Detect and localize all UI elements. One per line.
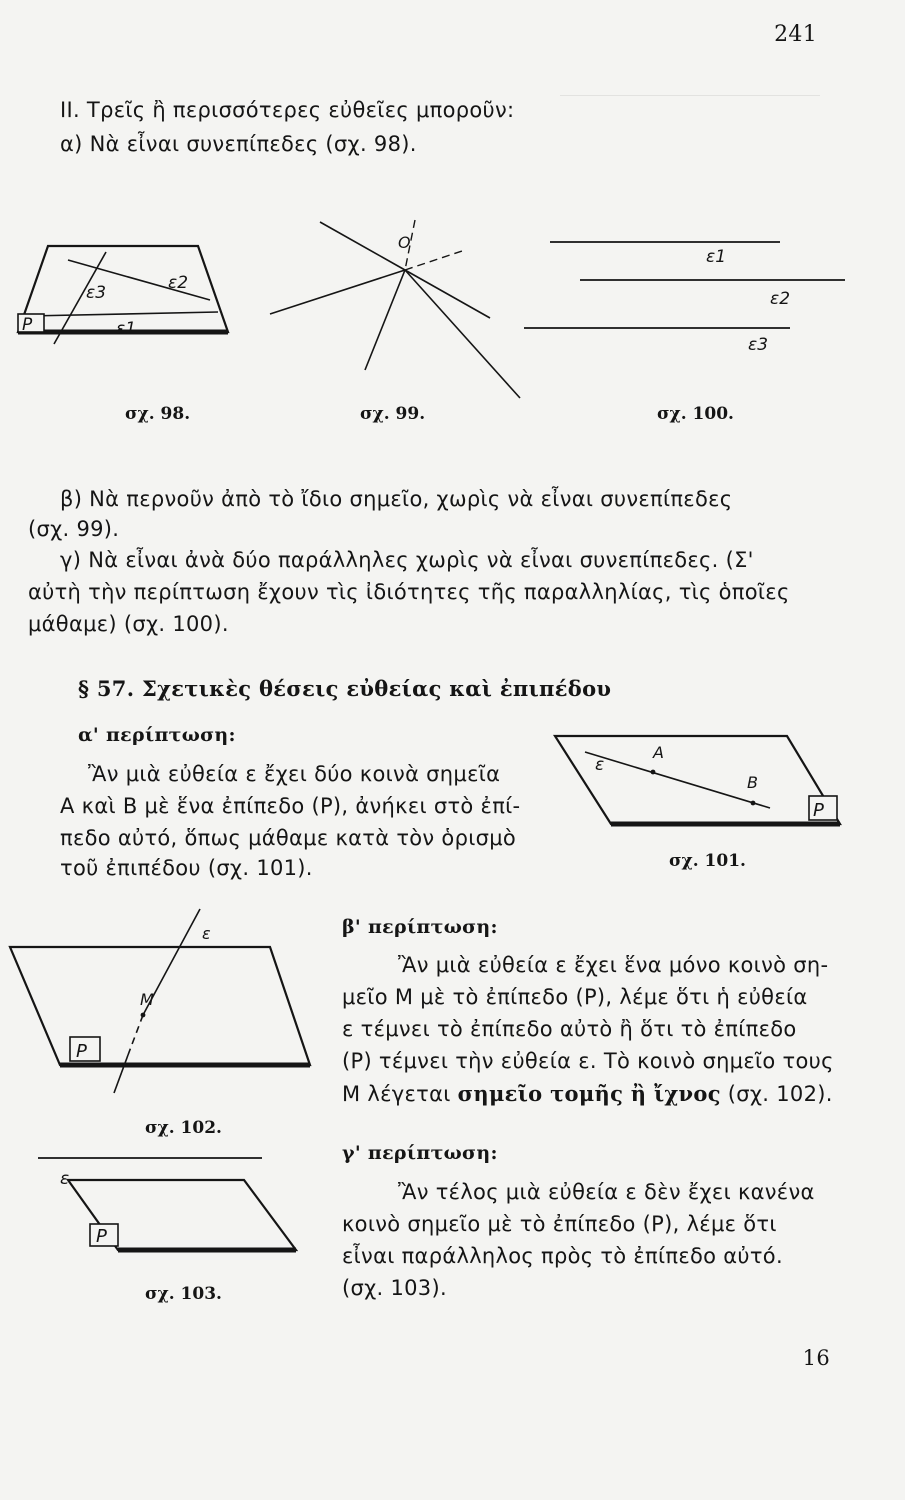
case-a-line: Α καὶ Β μὲ ἕνα ἐπίπεδο (Ρ), ἀνήκει στὸ ἐπί- [60, 794, 521, 818]
fig98-label-e2: ε2 [168, 273, 189, 293]
fig101-caption: σχ. 101. [669, 851, 746, 871]
section-title: § 57. Σχετικὲς θέσεις εὐθείας καὶ ἐπιπέδου [78, 676, 612, 701]
bleed-through-shadow [560, 95, 820, 104]
figure-98 [18, 240, 238, 350]
case-c-line: εἶναι παράλληλος πρὸς τὸ ἐπίπεδο αὐτό. [342, 1244, 783, 1268]
page-number: 241 [774, 22, 817, 47]
fig99-point-label: O [398, 233, 411, 252]
intro-item-c-line3: μάθαμε) (σχ. 100). [28, 612, 229, 636]
case-a-line: πεδο αὐτό, ὅπως μάθαμε κατὰ τὸν ὁρισμὸ [60, 826, 517, 850]
case-b-last-end: (σχ. 102). [720, 1082, 833, 1106]
case-c-heading: γ' περίπτωση: [342, 1142, 498, 1164]
fig102-plane [10, 947, 310, 1065]
intro-item-b-line1: β) Νὰ περνοῦν ἀπὸ τὸ ἴδιο σημεῖο, χωρὶς νὰ εἶναι συνεπίπεδες [60, 487, 733, 511]
case-a-line: Ἂν μιὰ εὐθεία ε ἔχει δύο κοινὰ σημεῖα [88, 762, 501, 786]
case-b-last-start: Μ λέγεται [342, 1082, 458, 1106]
case-b-line: ε τέμνει τὸ ἐπίπεδο αὐτὸ ἢ ὅτι τὸ ἐπίπεδο [342, 1017, 797, 1041]
fig101-plane [555, 736, 840, 824]
fig101-point-a [651, 770, 656, 775]
fig101-point-b [751, 801, 756, 806]
case-b-line: Ἂν μιὰ εὐθεία ε ἔχει ἕνα μόνο κοινὸ ση- [398, 953, 829, 977]
fig102-line-label: ε [202, 924, 211, 943]
fig103-line-label: ε [60, 1169, 70, 1189]
fig102-point-label: M [140, 990, 154, 1009]
fig102-caption: σχ. 102. [145, 1118, 222, 1138]
fig99-caption: σχ. 99. [360, 404, 426, 424]
case-b-line: (Ρ) τέμνει τὴν εὐθεία ε. Τὸ κοινὸ σημεῖο τους [342, 1049, 834, 1073]
intro-item-a: α) Νὰ εἶναι συνεπίπεδες (σχ. 98). [60, 132, 417, 156]
fig98-label-e3: ε3 [86, 283, 107, 303]
fig101-line-e [585, 752, 770, 808]
case-a-line: τοῦ ἐπιπέδου (σχ. 101). [60, 856, 313, 880]
fig100-label-e3: ε3 [748, 335, 769, 355]
fig102-point-m [141, 1013, 146, 1018]
fig100-caption: σχ. 100. [657, 404, 734, 424]
fig101-plane-label: P [813, 800, 824, 821]
fig98-label-e1: ε1 [116, 319, 137, 339]
figure-101 [555, 726, 845, 836]
fig101-label-b: B [747, 773, 758, 792]
figure-99 [270, 210, 530, 390]
signature-mark: 16 [802, 1346, 830, 1370]
case-b-last-line [342, 1081, 833, 1107]
intro-item-c-line1: γ) Νὰ εἶναι ἀνὰ δύο παράλληλες χωρὶς νὰ εἶναι συνεπίπεδες. (Σ' [60, 548, 754, 572]
intro-item-b-line2: (σχ. 99). [28, 517, 120, 541]
intro-item-c-line2: αὐτὴ τὴν περίπτωση ἔχουν τὶς ἰδιότητες τῆς παραλληλίας, τὶς ὁποῖες [28, 580, 790, 604]
case-c-line: (σχ. 103). [342, 1276, 447, 1300]
trace-term: σημεῖο τομῆς ἢ ἴχνος [457, 1081, 721, 1106]
fig103-caption: σχ. 103. [145, 1284, 222, 1304]
fig101-line-label: ε [595, 755, 605, 775]
figure-103 [38, 1152, 298, 1272]
intro-heading: ΙΙ. Τρεῖς ἢ περισσότερες εὐθεῖες μποροῦν: [60, 98, 515, 122]
case-b-heading: β' περίπτωση: [342, 916, 498, 938]
fig100-label-e1: ε1 [706, 247, 727, 267]
case-b-line: μεῖο Μ μὲ τὸ ἐπίπεδο (Ρ), λέμε ὅτι ἡ εὐθεία [342, 985, 808, 1009]
fig98-line-e1 [28, 312, 218, 316]
fig101-label-a: A [653, 743, 664, 762]
fig100-label-e2: ε2 [770, 289, 791, 309]
figure-102 [10, 905, 310, 1095]
case-c-line: Ἂν τέλος μιὰ εὐθεία ε δὲν ἔχει κανένα [398, 1180, 815, 1204]
fig103-plane-label: P [96, 1226, 107, 1247]
case-a-heading: α' περίπτωση: [78, 724, 236, 746]
fig98-plane-label: P [22, 315, 33, 335]
figure-100 [520, 230, 840, 355]
case-c-line: κοινὸ σημεῖο μὲ τὸ ἐπίπεδο (Ρ), λέμε ὅτι [342, 1212, 777, 1236]
fig102-plane-label: P [76, 1041, 87, 1062]
fig98-caption: σχ. 98. [125, 404, 191, 424]
